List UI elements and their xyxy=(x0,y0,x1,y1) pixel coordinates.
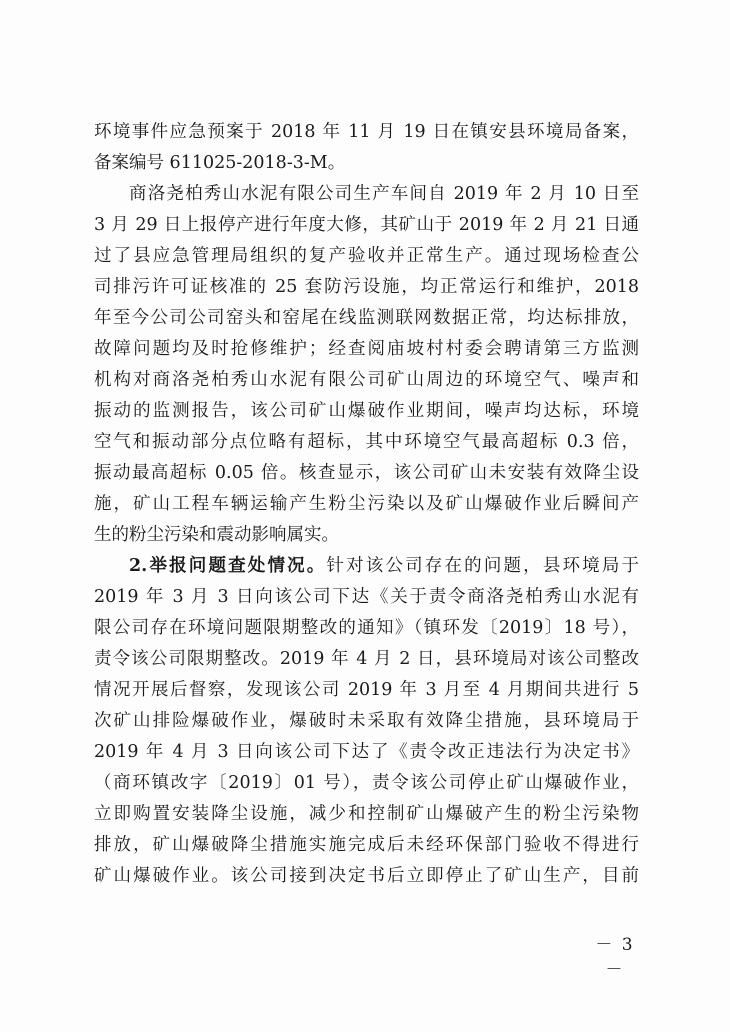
text-line xyxy=(94,768,639,799)
line-text: 振动最高超标 0.05 倍。核查显示，该公司矿山未安装有效降尘设 xyxy=(94,463,639,483)
page-number: － 3 － xyxy=(595,935,635,980)
line-text: 立即购置安装降尘设施，减少和控制矿山爆破产生的粉尘污染物 xyxy=(94,804,639,824)
text-line xyxy=(94,241,639,272)
line-text: （商环镇改字〔2019〕01 号），责令该公司停止矿山爆破作业， xyxy=(94,773,639,793)
text-line xyxy=(94,396,639,427)
text-line xyxy=(94,272,639,303)
line-text: 故障问题均及时抢修维护；经查阅庙坡村村委会聘请第三方监测 xyxy=(94,339,639,359)
line-text: 振动的监测报告，该公司矿山爆破作业期间，噪声均达标，环境 xyxy=(94,401,639,421)
text-line xyxy=(94,210,639,241)
line-text: 矿山爆破作业。该公司接到决定书后立即停止了矿山生产，目前 xyxy=(94,866,639,886)
text-line xyxy=(94,303,639,334)
line-text: 生的粉尘污染和震动影响属实。 xyxy=(94,525,339,545)
line-text: 限公司存在环境问题限期整改的通知》（镇环发〔2019〕18 号）， xyxy=(94,618,639,638)
line-text: 针对该公司存在的问题，县环境局于 xyxy=(326,556,639,576)
line-text: 次矿山排险爆破作业，爆破时未采取有效降尘措施，县环境局于 xyxy=(94,711,639,731)
line-text: 环境事件应急预案于 2018 年 11 月 19 日在镇安县环境局备案， xyxy=(94,122,639,142)
text-line xyxy=(94,551,639,582)
line-text: 施，矿山工程车辆运输产生粉尘污染以及矿山爆破作业后瞬间产 xyxy=(94,494,639,514)
text-line xyxy=(94,613,639,644)
line-text: 年至今公司公司窑头和窑尾在线监测联网数据正常，均达标排放， xyxy=(94,308,639,328)
line-text: 责令该公司限期整改。2019 年 4 月 2 日，县环境局对该公司整改 xyxy=(94,649,639,669)
text-line xyxy=(94,427,639,458)
text-line xyxy=(94,148,639,179)
line-text: 备案编号 611025-2018-3-M。 xyxy=(94,153,346,173)
text-line xyxy=(94,861,639,892)
line-text: 过了县应急管理局组织的复产验收并正常生产。通过现场检查公 xyxy=(94,246,639,266)
line-text: 情况开展后督察，发现该公司 2019 年 3 月至 4 月期间共进行 5 xyxy=(94,680,639,700)
section-heading: 2.举报问题查处情况。 xyxy=(129,556,327,576)
text-line xyxy=(94,458,639,489)
text-line xyxy=(94,737,639,768)
line-text: 排放，矿山爆破降尘措施实施完成后未经环保部门验收不得进行 xyxy=(94,835,639,855)
line-text: 2019 年 4 月 3 日向该公司下达了《责令改正违法行为决定书》 xyxy=(94,742,639,762)
text-line xyxy=(94,520,639,551)
text-line xyxy=(94,365,639,396)
line-text: 2019 年 3 月 3 日向该公司下达《关于责令商洛尧柏秀山水泥有 xyxy=(94,587,639,607)
body-text xyxy=(94,117,639,892)
text-line xyxy=(94,334,639,365)
text-line xyxy=(94,489,639,520)
line-text: 司排污许可证核准的 25 套防污设施，均正常运行和维护，2018 xyxy=(94,277,639,297)
text-line xyxy=(94,706,639,737)
text-line xyxy=(94,644,639,675)
text-line xyxy=(94,117,639,148)
text-line xyxy=(94,179,639,210)
line-text: 3 月 29 日上报停产进行年度大修，其矿山于 2019 年 2 月 21 日通 xyxy=(94,215,639,235)
text-line xyxy=(94,830,639,861)
line-text: 商洛尧柏秀山水泥有限公司生产车间自 2019 年 2 月 10 日至 xyxy=(129,184,639,204)
line-text: 机构对商洛尧柏秀山水泥有限公司矿山周边的环境空气、噪声和 xyxy=(94,370,639,390)
line-text: 空气和振动部分点位略有超标，其中环境空气最高超标 0.3 倍， xyxy=(94,432,639,452)
text-line xyxy=(94,675,639,706)
text-line xyxy=(94,799,639,830)
text-line xyxy=(94,582,639,613)
